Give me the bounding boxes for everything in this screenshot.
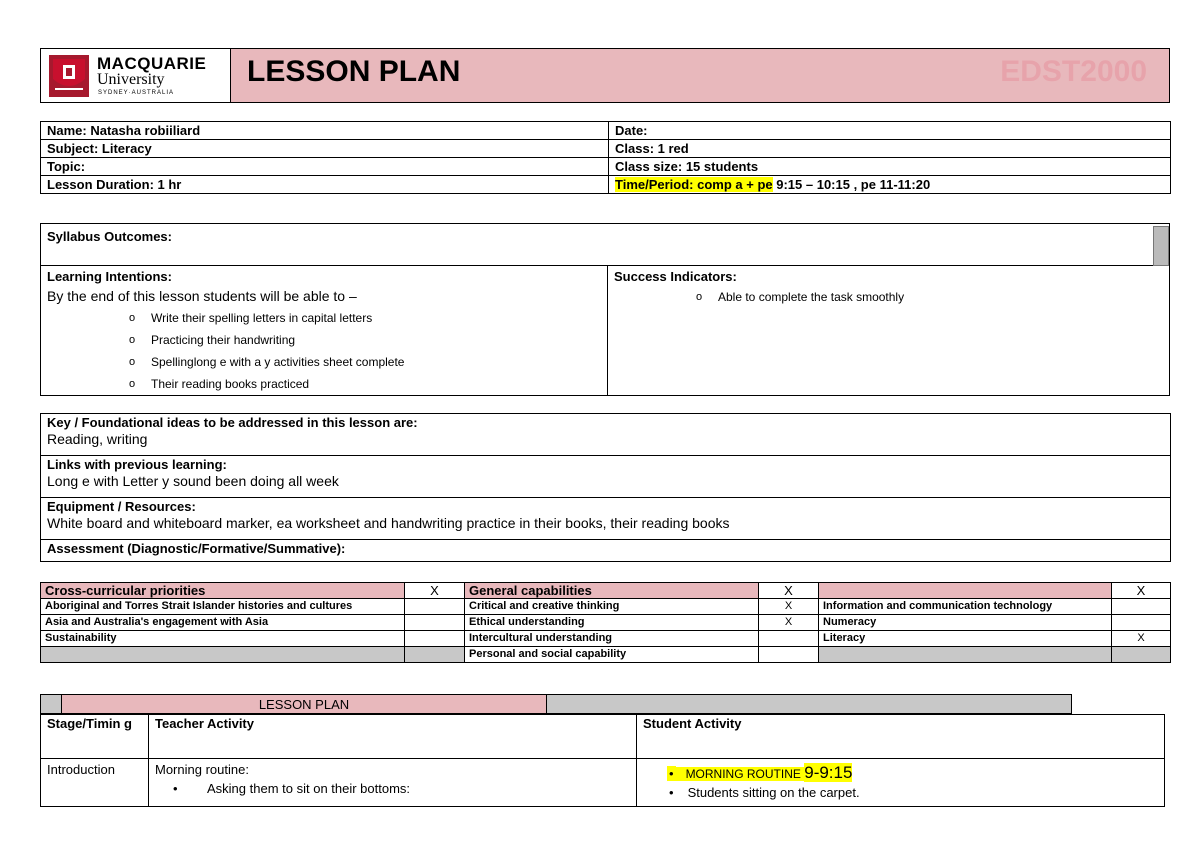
success-label: Success Indicators:	[614, 269, 737, 284]
table-row	[41, 715, 1165, 759]
info-table	[40, 121, 1171, 194]
time-period-highlight: Time/Period: comp a + pe	[615, 177, 773, 192]
logo-sub: University	[97, 71, 165, 88]
key-ideas-cell	[41, 414, 1171, 456]
table-row	[41, 122, 1171, 140]
other-item: Literacy	[819, 631, 1112, 647]
time-period-cell	[609, 176, 1171, 194]
student-bullet-1-time: 9-9:15	[804, 763, 853, 782]
lesson-plan-table	[40, 714, 1165, 807]
list-item: o Practicing their handwriting	[41, 329, 601, 351]
key-ideas-value: Reading, writing	[47, 431, 148, 447]
equipment-cell	[41, 498, 1171, 540]
bullet-icon: •	[669, 766, 674, 781]
university-logo	[41, 49, 231, 102]
bar-left	[40, 694, 62, 714]
subject-cell: Subject: Literacy	[41, 140, 609, 158]
cc-item: Sustainability	[41, 631, 405, 647]
gc-item: Intercultural understanding	[465, 631, 759, 647]
table-row	[41, 176, 1171, 194]
cc-mark	[405, 599, 465, 615]
gc-mark: X	[759, 615, 819, 631]
syllabus-outcomes	[41, 224, 1169, 266]
cc-item: Aboriginal and Torres Strait Islander histories and cultures	[41, 599, 405, 615]
student-bullet-2: Students sitting on the carpet.	[687, 785, 860, 800]
course-code: EDST2000	[1000, 55, 1147, 88]
name-cell: Name: Natasha robiiliard	[41, 122, 609, 140]
list-item	[155, 779, 630, 799]
other-x-header: X	[1112, 583, 1171, 599]
learning-list	[41, 307, 601, 395]
cc-empty	[41, 647, 405, 663]
table-row	[41, 615, 1171, 631]
assessment-cell	[41, 540, 1171, 562]
table-row	[41, 647, 1171, 663]
table-row	[41, 631, 1171, 647]
lesson-plan-bar	[40, 694, 1170, 714]
teacher-list	[155, 779, 630, 799]
date-cell: Date:	[609, 122, 1171, 140]
table-row	[41, 414, 1171, 456]
gc-mark: X	[759, 599, 819, 615]
list-item	[643, 763, 1158, 783]
logo-tag: SYDNEY·AUSTRALIA	[98, 90, 175, 96]
class-size-cell: Class size: 15 students	[609, 158, 1171, 176]
header-banner	[40, 48, 1170, 103]
lesson-plan-title: LESSON PLAN	[62, 694, 547, 714]
student-bullet-1: MORNING ROUTINE	[676, 767, 805, 781]
time-period-value: 9:15 – 10:15 , pe 11-11:20	[772, 177, 931, 192]
key-ideas-table	[40, 413, 1171, 562]
other-mark	[1112, 615, 1171, 631]
cc-header: Cross-curricular priorities	[41, 583, 405, 599]
cross-curricular-table	[40, 582, 1171, 663]
scroll-tab	[1153, 226, 1169, 266]
gc-item: Personal and social capability	[465, 647, 759, 663]
gc-mark	[759, 631, 819, 647]
bullet-icon: •	[173, 781, 178, 796]
table-row	[41, 140, 1171, 158]
other-empty-mark	[1112, 647, 1171, 663]
student-list	[643, 763, 1158, 803]
links-label: Links with previous learning:	[47, 457, 227, 472]
teacher-bullet: Asking them to sit on their bottoms:	[207, 781, 411, 796]
list-item: o Their reading books practiced	[41, 373, 601, 395]
bullet-icon: •	[669, 785, 674, 800]
other-empty	[819, 647, 1112, 663]
table-row	[41, 583, 1171, 599]
table-row	[41, 540, 1171, 562]
table-row	[41, 498, 1171, 540]
student-header: Student Activity	[637, 715, 1165, 759]
stage-cell: Introduction	[41, 759, 149, 807]
list-item: o Able to complete the task smoothly	[608, 286, 1168, 308]
gc-item: Ethical understanding	[465, 615, 759, 631]
other-item: Information and communication technology	[819, 599, 1112, 615]
other-mark	[1112, 599, 1171, 615]
links-cell	[41, 456, 1171, 498]
stage-header: Stage/Timin g	[41, 715, 149, 759]
equipment-label: Equipment / Resources:	[47, 499, 196, 514]
cc-mark	[405, 615, 465, 631]
success-list	[608, 286, 1168, 308]
other-mark: X	[1112, 631, 1171, 647]
other-item: Numeracy	[819, 615, 1112, 631]
title-bar	[231, 49, 1169, 102]
equipment-value: White board and whiteboard marker, ea worksheet and handwriting practice in their books, their reading books	[47, 515, 730, 531]
gc-mark	[759, 647, 819, 663]
teacher-header: Teacher Activity	[149, 715, 637, 759]
outcomes-box	[40, 223, 1170, 396]
table-row	[41, 759, 1165, 807]
syllabus-label: Syllabus Outcomes:	[47, 229, 172, 244]
gc-x-header: X	[759, 583, 819, 599]
learning-intro: By the end of this lesson students will be able to –	[47, 288, 357, 304]
bar-right	[547, 694, 1072, 714]
table-row	[41, 456, 1171, 498]
teacher-line: Morning routine:	[155, 762, 249, 777]
links-value: Long e with Letter y sound been doing all week	[47, 473, 339, 489]
page-title: LESSON PLAN	[247, 55, 461, 88]
other-header	[819, 583, 1112, 599]
table-row	[41, 158, 1171, 176]
list-item	[643, 783, 1158, 803]
success-indicators	[608, 266, 1169, 395]
learning-label: Learning Intentions:	[47, 269, 172, 284]
list-item: o Write their spelling letters in capital letters	[41, 307, 601, 329]
cc-x-header: X	[405, 583, 465, 599]
duration-cell: Lesson Duration: 1 hr	[41, 176, 609, 194]
cc-mark	[405, 631, 465, 647]
assessment-label: Assessment (Diagnostic/Formative/Summative):	[47, 541, 346, 556]
learning-intentions	[41, 266, 608, 395]
cc-item: Asia and Australia's engagement with Asia	[41, 615, 405, 631]
gc-header: General capabilities	[465, 583, 759, 599]
class-cell: Class: 1 red	[609, 140, 1171, 158]
teacher-cell	[149, 759, 637, 807]
gc-item: Critical and creative thinking	[465, 599, 759, 615]
cc-empty-mark	[405, 647, 465, 663]
table-row	[41, 599, 1171, 615]
topic-cell: Topic:	[41, 158, 609, 176]
key-ideas-label: Key / Foundational ideas to be addressed in this lesson are:	[47, 415, 418, 430]
list-item: o Spellinglong e with a y activities sheet complete	[41, 351, 601, 373]
logo-name: MACQUARIE	[97, 54, 207, 73]
student-cell	[637, 759, 1165, 807]
